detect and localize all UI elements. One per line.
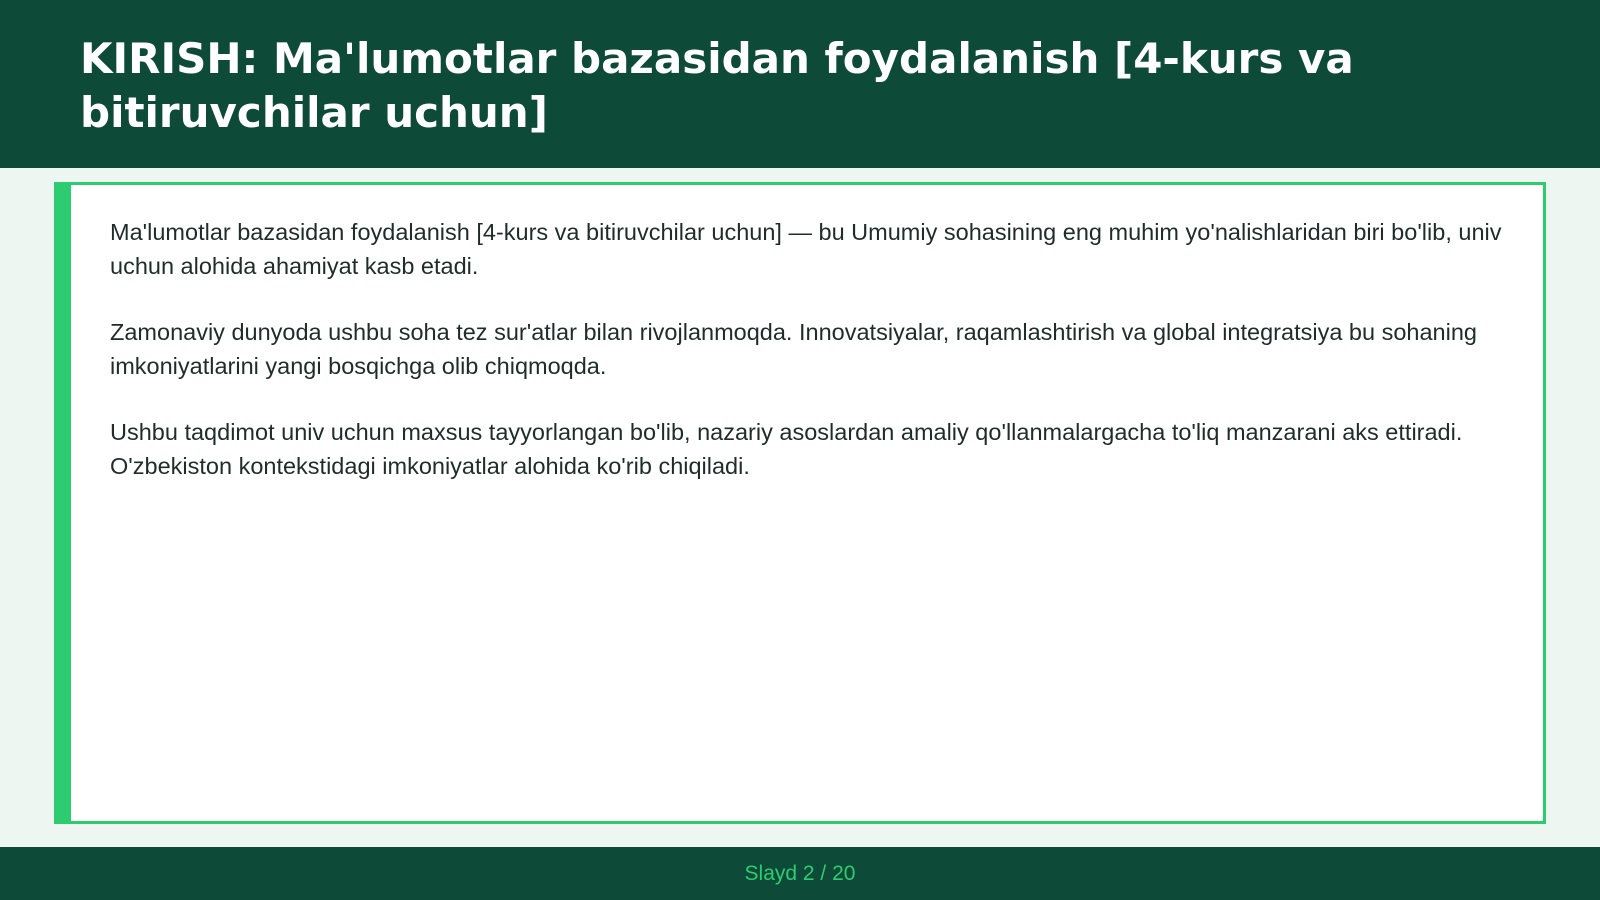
content-paragraph-3: Ushbu taqdimot univ uchun maxsus tayyorlangan bo'lib, nazariy asoslardan amaliy qo'llanmalargacha to'liq manzarani aks ettiradi. O'zbekiston kontekstidagi imkoniyatlar alohida ko'rib chiqiladi. (110, 419, 1463, 479)
content-paragraph-1: Ma'lumotlar bazasidan foydalanish [4-kurs va bitiruvchilar uchun] — bu Umumiy sohasining eng muhim yo'nalishlaridan biri bo'lib, univ uchun alohida ahamiyat kasb etadi. (110, 219, 1502, 279)
slide-title: KIRISH: Ma'lumotlar bazasidan foydalanish [4-kurs va bitiruvchilar uchun] (80, 34, 1354, 137)
slide-footer (0, 847, 1600, 900)
slide-header (0, 0, 1600, 168)
content-paragraph-2: Zamonaviy dunyoda ushbu soha tez sur'atlar bilan rivojlanmoqda. Innovatsiyalar, raqamlashtirish va global integratsiya bu sohaning imkoniyatlarini yangi bosqichga olib chiqmoqda. (110, 319, 1477, 379)
content-card (54, 182, 1546, 824)
slide-counter: Slayd 2 / 20 (744, 862, 856, 885)
